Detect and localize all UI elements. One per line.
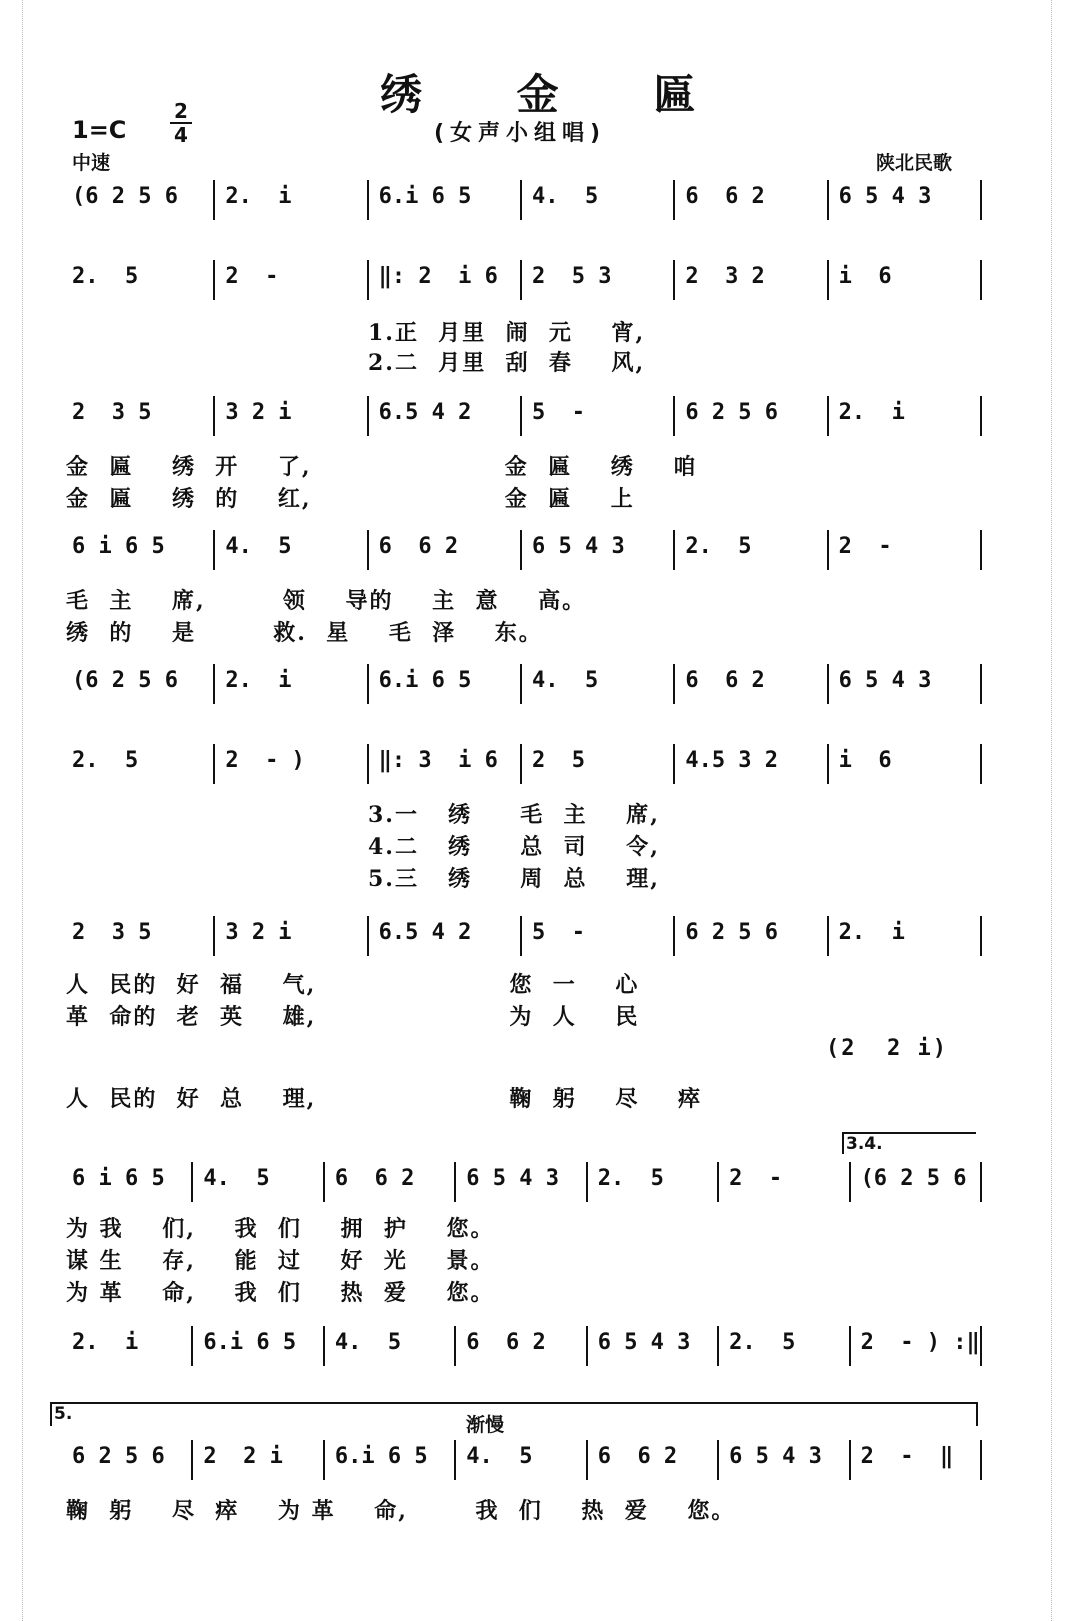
music-line-1 [60,184,990,218]
lyric-line: 金 匾 绣 的 红, 金 匾 上 [66,486,635,512]
measure: 4. 5 [334,1330,402,1355]
measure: 2 - [225,264,279,289]
measure: 4. 5 [532,668,599,693]
measure: 6.i 6 5 [378,184,472,209]
lyric-line: 为 革 命, 我 们 热 爱 您。 [66,1280,495,1306]
barline [673,180,675,220]
measure: 4. 5 [532,184,599,209]
measure: 5 - [532,920,585,945]
barline [717,1440,719,1480]
ritardando-marking: 渐慢 [466,1414,505,1436]
barline [367,916,369,956]
music-line-2 [60,264,990,298]
barline [586,1162,588,1202]
lyric-line: 2.二 月里 刮 春 风, [368,350,646,376]
music-line-5 [60,668,990,702]
barline [980,744,982,784]
measure: 5 - [532,400,585,425]
barline [520,180,522,220]
measure: 2 - ) [225,748,305,773]
barline [980,916,982,956]
barline [980,396,982,436]
song-origin: 陕北民歌 [876,152,953,174]
ending-label-3-4: 3.4. [846,1134,883,1154]
barline [849,1162,851,1202]
measure: 2. 5 [685,534,752,559]
measure: 2 5 [532,748,585,773]
barline [520,396,522,436]
barline [454,1162,456,1202]
music-line-9 [60,1330,990,1364]
measure: 6.i 6 5 [334,1444,428,1469]
measure: 2. 5 [72,264,139,289]
barline [520,260,522,300]
measure: 6 6 2 [685,668,765,693]
lyric-line: 谋 生 存, 能 过 好 光 景。 [66,1248,495,1274]
tempo-marking: 中速 [72,152,111,174]
measure: 2 - [838,534,892,559]
measure: 2. i [225,668,292,693]
lyric-line: 5.三 绣 周 总 理, [368,866,660,892]
barline [827,396,829,436]
measure: 6 2 5 6 [685,920,779,945]
song-subtitle: (女声小组唱) [434,121,607,146]
measure: 6 6 2 [466,1330,546,1355]
barline [367,664,369,704]
barline [717,1162,719,1202]
lyric-line: 人 民的 好 总 理, 鞠 躬 尽 瘁 [66,1086,703,1112]
music-line-3 [60,400,990,434]
barline [213,664,215,704]
music-line-4 [60,534,990,568]
lyric-line: 革 命的 老 英 雄, 为 人 民 [66,1004,640,1030]
measure: 6 5 4 3 [466,1166,559,1191]
barline [849,1440,851,1480]
measure: 4. 5 [225,534,292,559]
time-denominator: 4 [170,122,192,146]
time-numerator: 2 [174,99,188,123]
barline [213,744,215,784]
barline [191,1440,193,1480]
barline [980,180,982,220]
lyric-line: 人 民的 好 福 气, 您 一 心 [66,972,640,998]
measure: 4.5 3 2 [685,748,779,773]
barline [323,1162,325,1202]
right-watermark-strip [1051,0,1074,1621]
barline [367,530,369,570]
barline [673,530,675,570]
barline [520,916,522,956]
measure: 6.5 4 2 [378,400,472,425]
measure: 2. 5 [597,1166,664,1191]
barline [520,530,522,570]
measure: 6 6 2 [378,534,459,559]
alternate-notes: (2 2 i) [826,1036,948,1061]
barline [673,744,675,784]
barline [980,1162,982,1202]
measure: 6 5 4 3 [838,184,932,209]
measure: (6 2 5 6 [860,1166,967,1191]
measure: 2 2 i [203,1444,283,1469]
measure: 2. 5 [729,1330,796,1355]
lyric-line: 1.正 月里 闹 元 宵, [368,320,646,346]
measure: 2 3 5 [72,400,152,425]
barline [980,1326,982,1366]
ending-bracket-5 [50,1402,978,1426]
barline [586,1440,588,1480]
measure: 3 2 i [225,920,292,945]
lyric-line: 毛 主 席, 领 导的 主 意 高。 [66,588,587,614]
measure: 2 - [729,1166,783,1191]
barline [980,260,982,300]
measure: 2 3 5 [72,920,152,945]
measure: ‖: 3 i 6 [378,748,498,773]
barline [827,744,829,784]
measure: 6.5 4 2 [378,920,472,945]
barline [827,916,829,956]
lyric-line: 为 我 们, 我 们 拥 护 您。 [66,1216,495,1242]
measure: 6 i 6 5 [72,534,165,559]
song-title: 绣 金 匾 [380,70,736,119]
barline [213,180,215,220]
measure: 6 5 4 3 [532,534,625,559]
lyric-line: 3.一 绣 毛 主 席, [368,802,660,828]
barline [586,1326,588,1366]
lyric-line: 鞠 躬 尽 瘁 为 革 命, 我 们 热 爱 您。 [66,1498,736,1524]
barline [520,664,522,704]
measure: ‖: 2 i 6 [378,264,498,289]
measure: 6 6 2 [597,1444,678,1469]
lyric-line: 金 匾 绣 开 了, 金 匾 绣 咱 [66,454,698,480]
barline [191,1162,193,1202]
measure: 6 5 4 3 [729,1444,822,1469]
barline [323,1326,325,1366]
barline [323,1440,325,1480]
measure: 2 - ‖ [860,1444,954,1469]
music-line-6 [60,748,990,782]
barline [213,916,215,956]
ending-label-5: 5. [54,1404,73,1424]
barline [454,1326,456,1366]
barline [367,744,369,784]
barline [367,180,369,220]
barline [191,1326,193,1366]
barline [367,260,369,300]
measure: i 6 [838,748,892,773]
measure: (6 2 5 6 [72,668,178,693]
barline [980,664,982,704]
music-line-8 [60,1166,990,1200]
left-watermark-strip [0,0,23,1621]
measure: 6 2 5 6 [685,400,779,425]
measure: 6 6 2 [685,184,765,209]
barline [717,1326,719,1366]
measure: 6.i 6 5 [378,668,472,693]
barline [367,396,369,436]
time-signature [170,100,192,146]
barline [827,260,829,300]
measure: 2. i [838,400,905,425]
barline [454,1440,456,1480]
key-signature: 1=C [72,116,127,144]
measure: 2 5 3 [532,264,612,289]
measure: 6 5 4 3 [597,1330,691,1355]
barline [213,530,215,570]
measure: 6 2 5 6 [72,1444,165,1469]
barline [673,664,675,704]
measure: 6 5 4 3 [838,668,932,693]
measure: 2. i [225,184,292,209]
barline [980,530,982,570]
barline [849,1326,851,1366]
music-line-7 [60,920,990,954]
barline [827,530,829,570]
barline [827,180,829,220]
measure: 4. 5 [203,1166,270,1191]
barline [980,1440,982,1480]
measure: 4. 5 [466,1444,533,1469]
lyric-line: 绣 的 是 救. 星 毛 泽 东。 [66,620,543,646]
measure: 6 i 6 5 [72,1166,165,1191]
measure: 2. 5 [72,748,139,773]
barline [673,396,675,436]
music-line-10 [60,1444,990,1478]
measure: 2. i [838,920,905,945]
measure: 6.i 6 5 [203,1330,297,1355]
measure: 2 3 2 [685,264,765,289]
lyric-line: 4.二 绣 总 司 令, [368,834,660,860]
barline [673,916,675,956]
measure: (6 2 5 6 [72,184,178,209]
barline [520,744,522,784]
barline [213,260,215,300]
barline [213,396,215,436]
barline [673,260,675,300]
measure: 6 6 2 [334,1166,415,1191]
measure: 2. i [72,1330,139,1355]
measure: 3 2 i [225,400,292,425]
measure: 2 - ) :‖ [860,1330,980,1355]
measure: i 6 [838,264,892,289]
barline [827,664,829,704]
